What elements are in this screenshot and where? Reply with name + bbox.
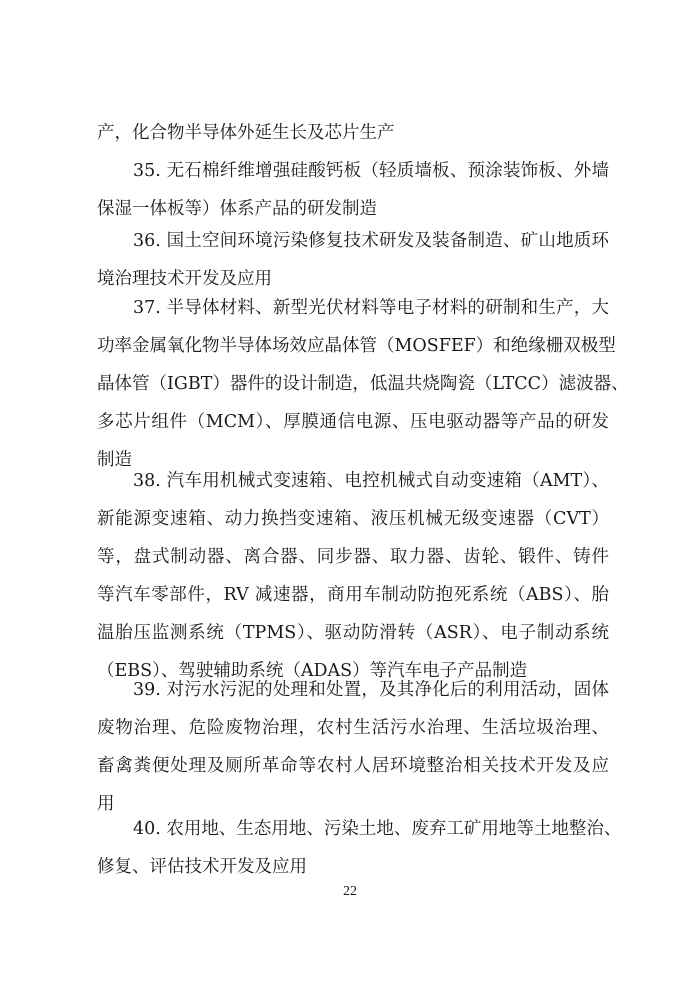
- text-line: 40. 农用地、生态用地、污染土地、废弃工矿用地等土地整治、: [133, 819, 622, 839]
- paragraph-continuation: [97, 114, 609, 152]
- text-line: 修复、评估技术开发及应用: [97, 857, 307, 877]
- paragraph-item-36: [97, 222, 609, 298]
- paragraph-item-38: [97, 462, 609, 690]
- text-line: （EBS）、驾驶辅助系统（ADAS）等汽车电子产品制造: [97, 661, 528, 681]
- text-line: 制造: [97, 450, 132, 470]
- text-line: 等汽车零部件，RV 减速器，商用车制动防抱死系统（ABS）、胎: [97, 585, 609, 605]
- text-line: 35. 无石棉纤维增强硅酸钙板（轻质墙板、预涂装饰板、外墙: [133, 161, 609, 181]
- text-line: 38. 汽车用机械式变速箱、电控机械式自动变速箱（AMT）、: [133, 471, 609, 491]
- paragraph-item-37: [97, 289, 629, 479]
- text-line: 功率金属氧化物半导体场效应晶体管（MOSFEF）和绝缘栅双极型: [97, 336, 616, 356]
- text-line: 晶体管（IGBT）器件的设计制造，低温共烧陶瓷（LTCC）滤波器、: [97, 374, 629, 394]
- text-line: 用: [97, 794, 115, 814]
- text-line: 废物治理、危险废物治理，农村生活污水治理、生活垃圾治理、: [97, 718, 609, 738]
- text-line: 等，盘式制动器、离合器、同步器、取力器、齿轮、锻件、铸件: [97, 547, 609, 567]
- paragraph-item-39: [97, 671, 609, 823]
- text-line: 产，化合物半导体外延生长及芯片生产: [97, 123, 395, 143]
- text-line: 境治理技术开发及应用: [97, 269, 272, 289]
- text-line: 多芯片组件（MCM）、厚膜通信电源、压电驱动器等产品的研发: [97, 412, 609, 432]
- text-line: 温胎压监测系统（TPMS）、驱动防滑转（ASR）、电子制动系统: [97, 623, 609, 643]
- text-line: 36. 国土空间环境污染修复技术研发及装备制造、矿山地质环: [133, 231, 609, 251]
- text-line: 37. 半导体材料、新型光伏材料等电子材料的研制和生产，大: [133, 298, 609, 318]
- paragraph-item-40: [97, 810, 622, 886]
- page-number: 22: [343, 884, 357, 899]
- text-line: 新能源变速箱、动力换挡变速箱、液压机械无级变速器（CVT）: [97, 509, 609, 529]
- text-line: 畜禽粪便处理及厕所革命等农村人居环境整治相关技术开发及应: [97, 756, 609, 776]
- paragraph-item-35: [97, 152, 609, 228]
- text-line: 保湿一体板等）体系产品的研发制造: [97, 199, 377, 219]
- text-line: 39. 对污水污泥的处理和处置，及其净化后的利用活动，固体: [133, 680, 609, 700]
